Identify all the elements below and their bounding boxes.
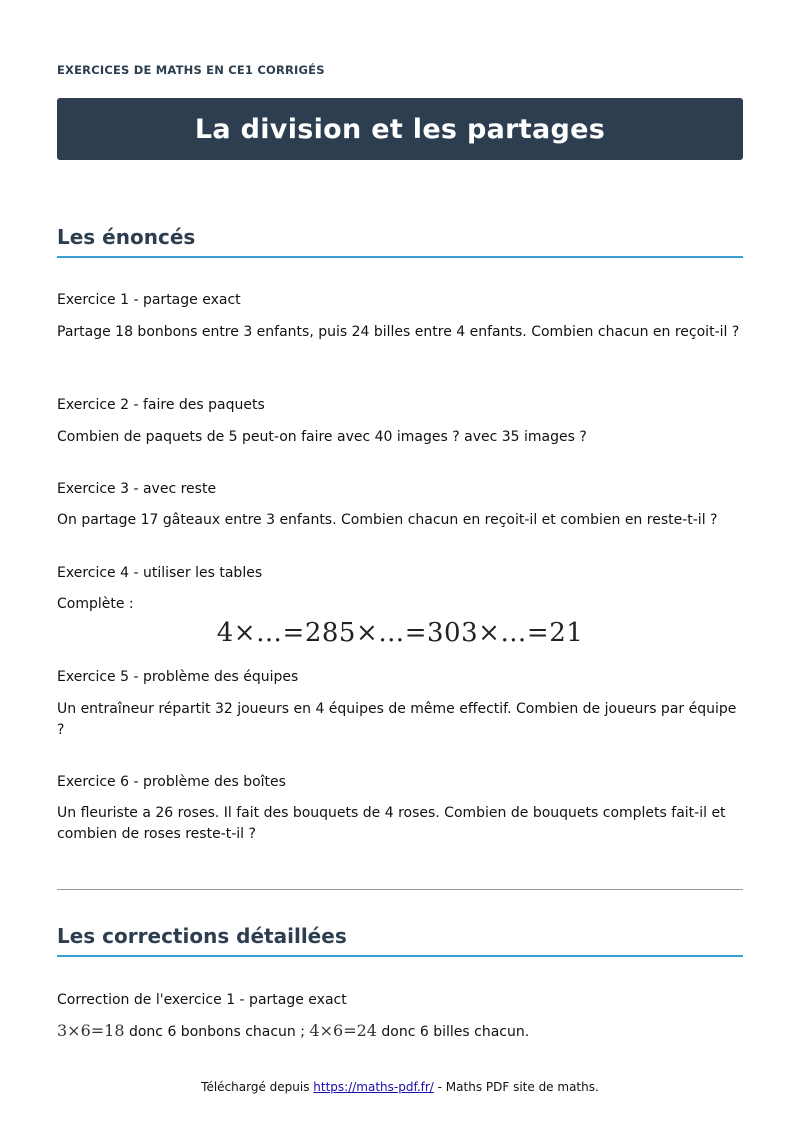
footer-suffix: - Maths PDF site de maths. [433, 1080, 599, 1094]
footer-prefix: Téléchargé depuis [201, 1080, 314, 1094]
footer-link[interactable]: https://maths-pdf.fr/ [313, 1080, 434, 1094]
exercise-2-body: Combien de paquets de 5 peut-on faire avec 40 images ? avec 35 images ? [57, 429, 587, 445]
correction-1-body [57, 1020, 743, 1043]
section-divider [57, 889, 743, 890]
page-kicker: EXERCICES DE MATHS EN CE1 CORRIGÉS [57, 63, 325, 77]
title-banner [57, 98, 743, 160]
page-footer [0, 1080, 800, 1094]
correction-1-math-1: 3×6=18 [57, 1021, 125, 1040]
exercise-3-body: On partage 17 gâteaux entre 3 enfants. Combien chacun en reçoit-il et combien en reste-t-il ? [57, 512, 718, 528]
exercise-4-title: Exercice 4 - utiliser les tables [57, 565, 263, 581]
correction-1-title: Correction de l'exercice 1 - partage exact [57, 992, 347, 1008]
exercise-2-title: Exercice 2 - faire des paquets [57, 397, 265, 413]
exercise-1-body: Partage 18 bonbons entre 3 enfants, puis 24 billes entre 4 enfants. Combien chacun en reçoit-il ? [57, 324, 740, 340]
section-title-corrections: Les corrections détaillées [57, 924, 743, 957]
exercise-6-title: Exercice 6 - problème des boîtes [57, 774, 286, 790]
exercise-5-body: Un entraîneur répartit 32 joueurs en 4 équipes de même effectif. Combien de joueurs par équipe ? [57, 701, 737, 738]
exercise-1-title: Exercice 1 - partage exact [57, 292, 241, 308]
correction-1-math-2: 4×6=24 [309, 1021, 377, 1040]
correction-1-text-2: donc 6 billes chacun. [376, 1024, 530, 1040]
exercise-4-body: Complète : [57, 596, 134, 612]
exercise-3-title: Exercice 3 - avec reste [57, 481, 217, 497]
page-title: La division et les partages [194, 113, 606, 145]
exercise-4-math: 4×…=285×…=303×…=21 [216, 618, 584, 648]
correction-1-text-1: donc 6 bonbons chacun ; [124, 1024, 310, 1040]
exercise-5-title: Exercice 5 - problème des équipes [57, 669, 299, 685]
section-title-statements: Les énoncés [57, 225, 743, 258]
exercise-6-body: Un fleuriste a 26 roses. Il fait des bouquets de 4 roses. Combien de bouquets complets fait-il et combien de roses reste-t-il ? [57, 805, 726, 842]
